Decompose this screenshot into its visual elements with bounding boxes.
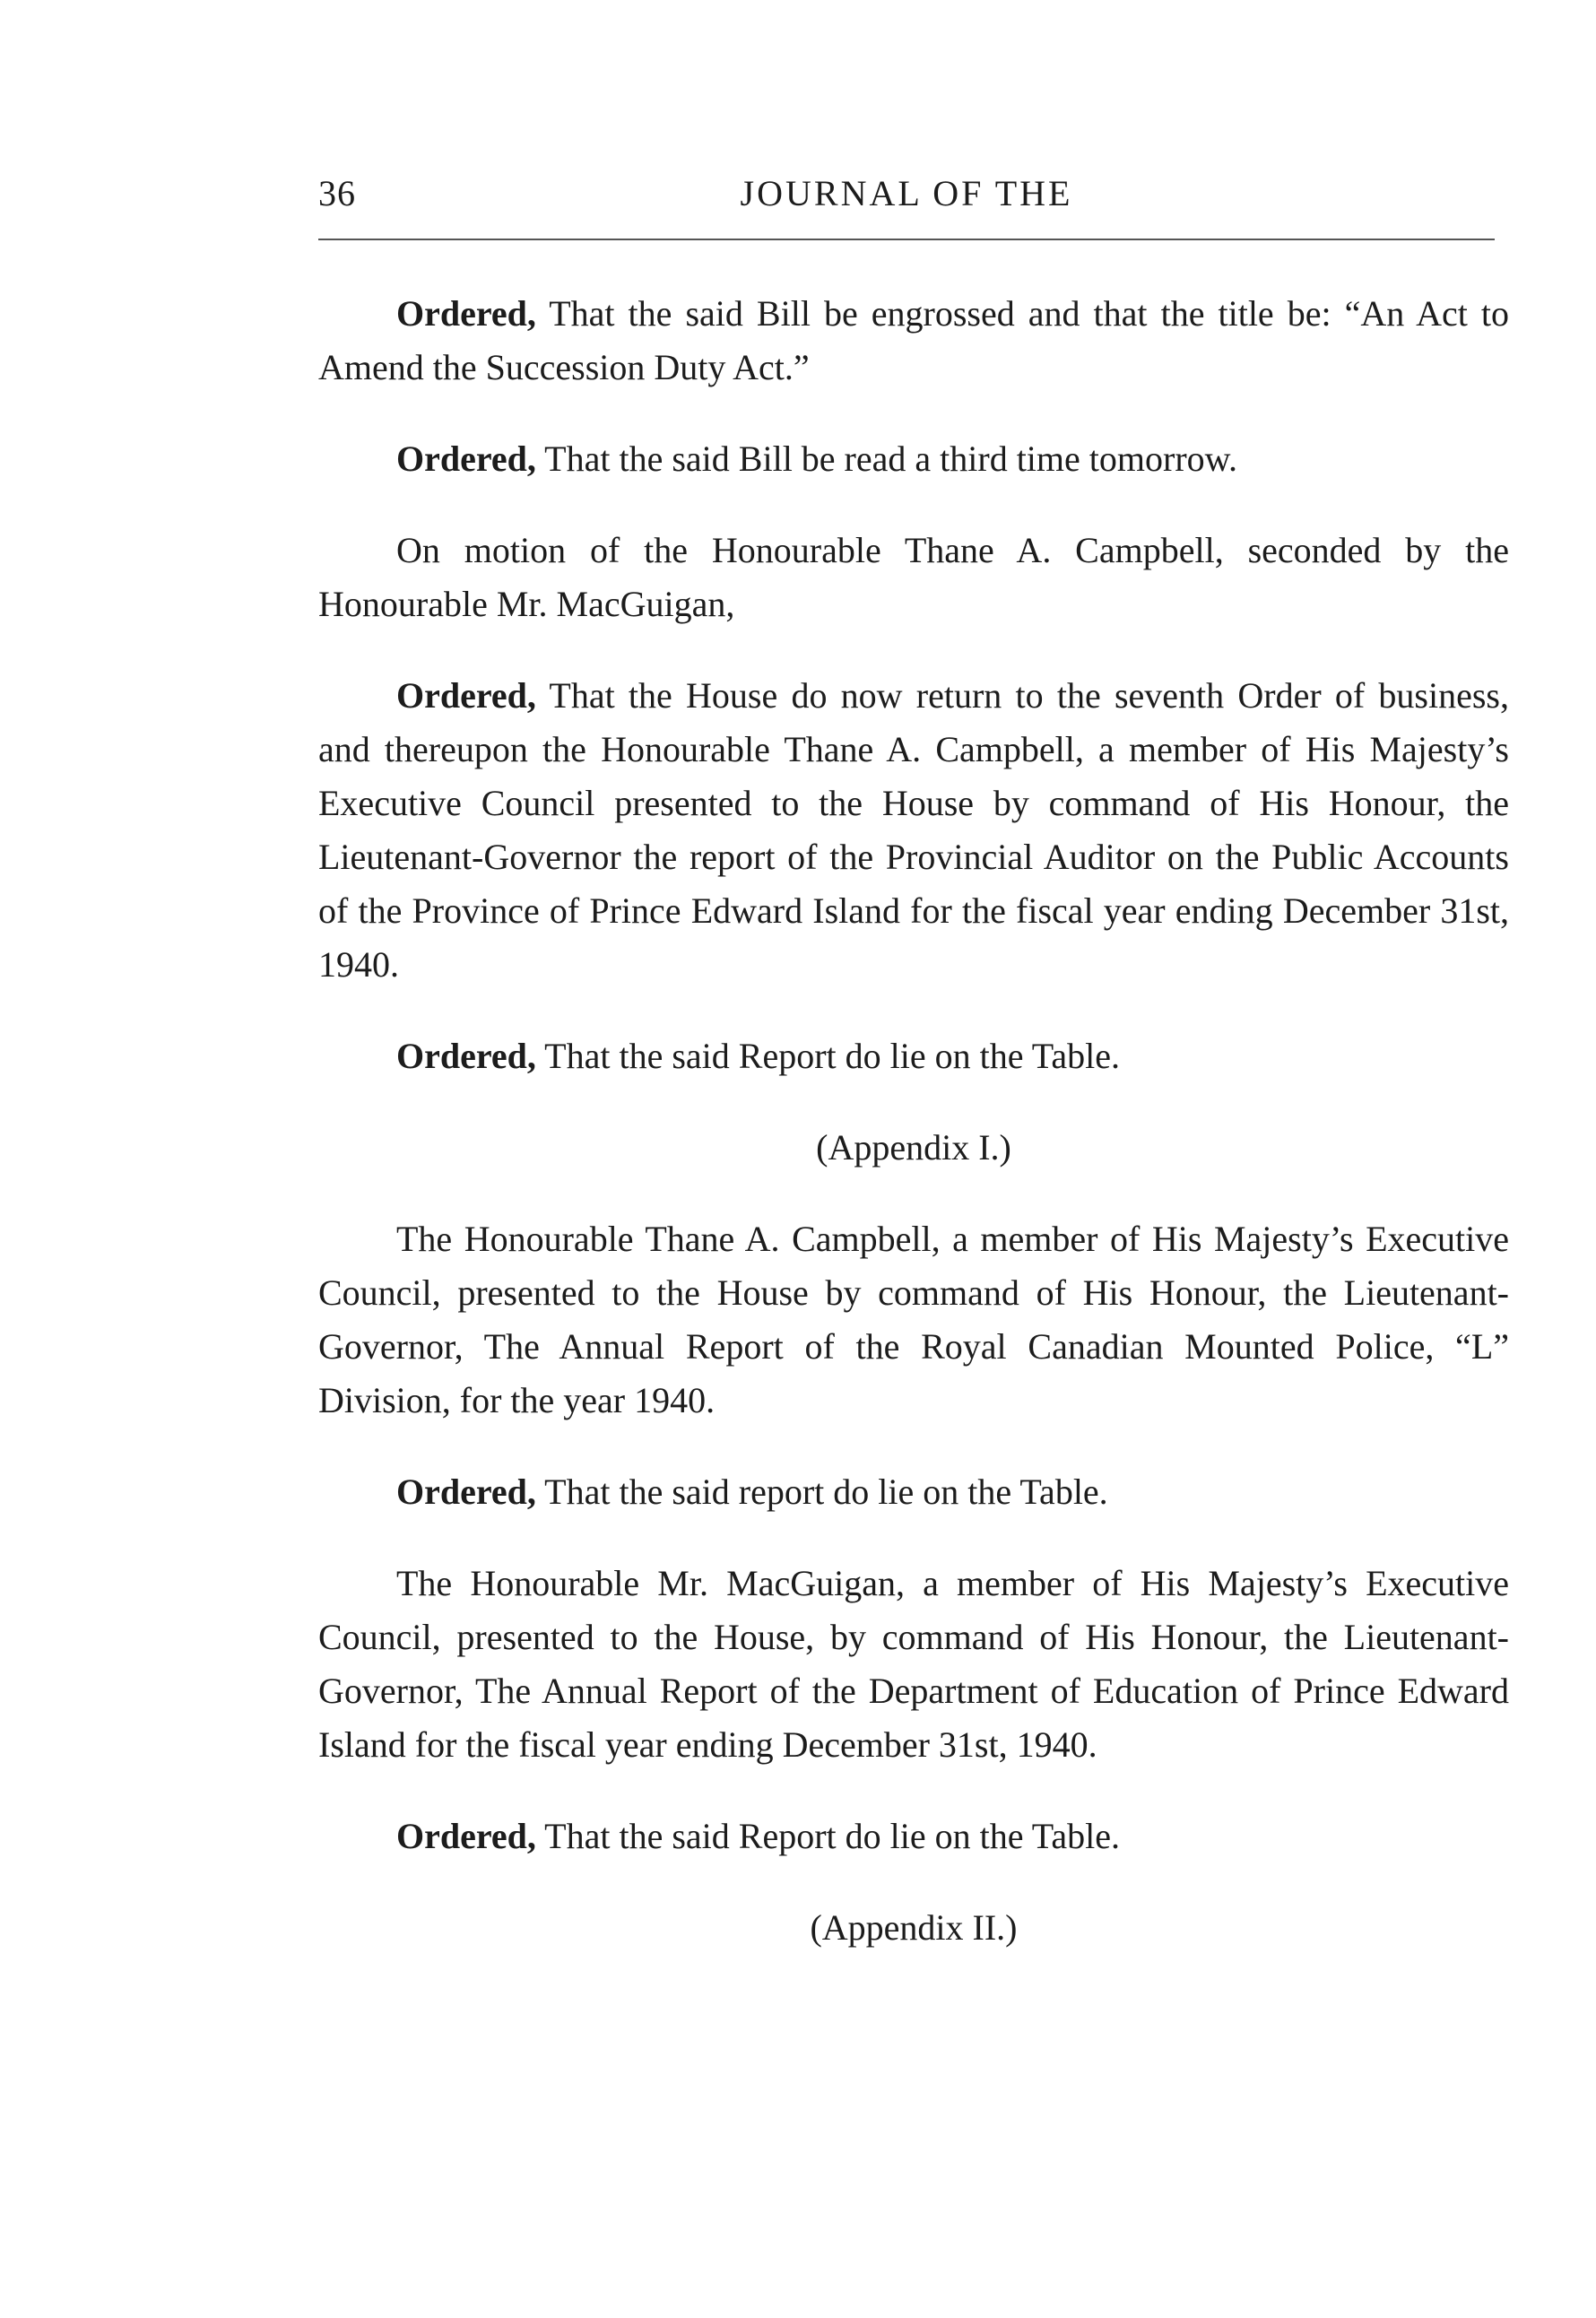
paragraph-ordered-engrossed <box>318 287 1509 395</box>
header-rule <box>318 239 1495 240</box>
journal-body <box>318 287 1509 1992</box>
paragraph-ordered-public-accounts <box>318 669 1509 992</box>
paragraph-rcmp-report <box>318 1212 1509 1428</box>
appendix-reference-2: (Appendix II.) <box>810 1907 1018 1948</box>
paragraph-ordered-third-reading <box>318 432 1509 486</box>
ordered-lead: Ordered, <box>396 1816 536 1856</box>
ordered-lead: Ordered, <box>396 675 536 716</box>
paragraph-text: That the said report do lie on the Table. <box>535 1472 1108 1512</box>
paragraph-text: That the said Report do lie on the Table. <box>535 1816 1121 1856</box>
appendix-reference-1: (Appendix I.) <box>816 1127 1011 1168</box>
paragraph-ordered-lie-on-table-2 <box>318 1465 1509 1519</box>
ordered-lead: Ordered, <box>396 293 536 334</box>
paragraph-text: That the said Bill be read a third time tomorrow. <box>535 438 1237 479</box>
paragraph-text: The Honourable Thane A. Campbell, a member of His Majesty’s Executive Council, presented to the House by command of His Honour, the Lieutenant-Governor, The Annual Report of the Royal Canadian Mounted Police, “L” Division, for the year 1940. <box>318 1219 1509 1420</box>
paragraph-text: That the House do now return to the seventh Order of business, and thereupon the Honourable Thane A. Campbell, a member of His Majesty’s Executive Council presented to the House by command of His Honour, the Lieutenant-Governor the report of the Provincial Auditor on the Public Accounts of the Province of Prince Edward Island for the fiscal year ending December 31st, 1940. <box>318 675 1509 985</box>
paragraph-ordered-lie-on-table-1 <box>318 1029 1509 1083</box>
paragraph-ordered-lie-on-table-3 <box>318 1810 1509 1863</box>
paragraph-text: On motion of the Honourable Thane A. Campbell, seconded by the Honourable Mr. MacGuigan, <box>318 530 1509 624</box>
paragraph-text: That the said Bill be engrossed and that the title be: “An Act to Amend the Succession Duty Act.” <box>318 293 1509 387</box>
page-number: 36 <box>318 173 356 213</box>
ordered-lead: Ordered, <box>396 438 536 479</box>
paragraph-education-report <box>318 1557 1509 1772</box>
ordered-lead: Ordered, <box>396 1472 536 1512</box>
paragraph-motion <box>318 524 1509 631</box>
paragraph-text: The Honourable Mr. MacGuigan, a member of His Majesty’s Executive Council, presented to the House, by command of His Honour, the Lieutenant-Governor, The Annual Report of the Department of Education of Prince Edward Island for the fiscal year ending December 31st, 1940. <box>318 1563 1509 1765</box>
running-head <box>318 172 1495 226</box>
paragraph-text: That the said Report do lie on the Table. <box>535 1036 1121 1076</box>
journal-title: JOURNAL OF THE <box>740 173 1073 213</box>
ordered-lead: Ordered, <box>396 1036 536 1076</box>
